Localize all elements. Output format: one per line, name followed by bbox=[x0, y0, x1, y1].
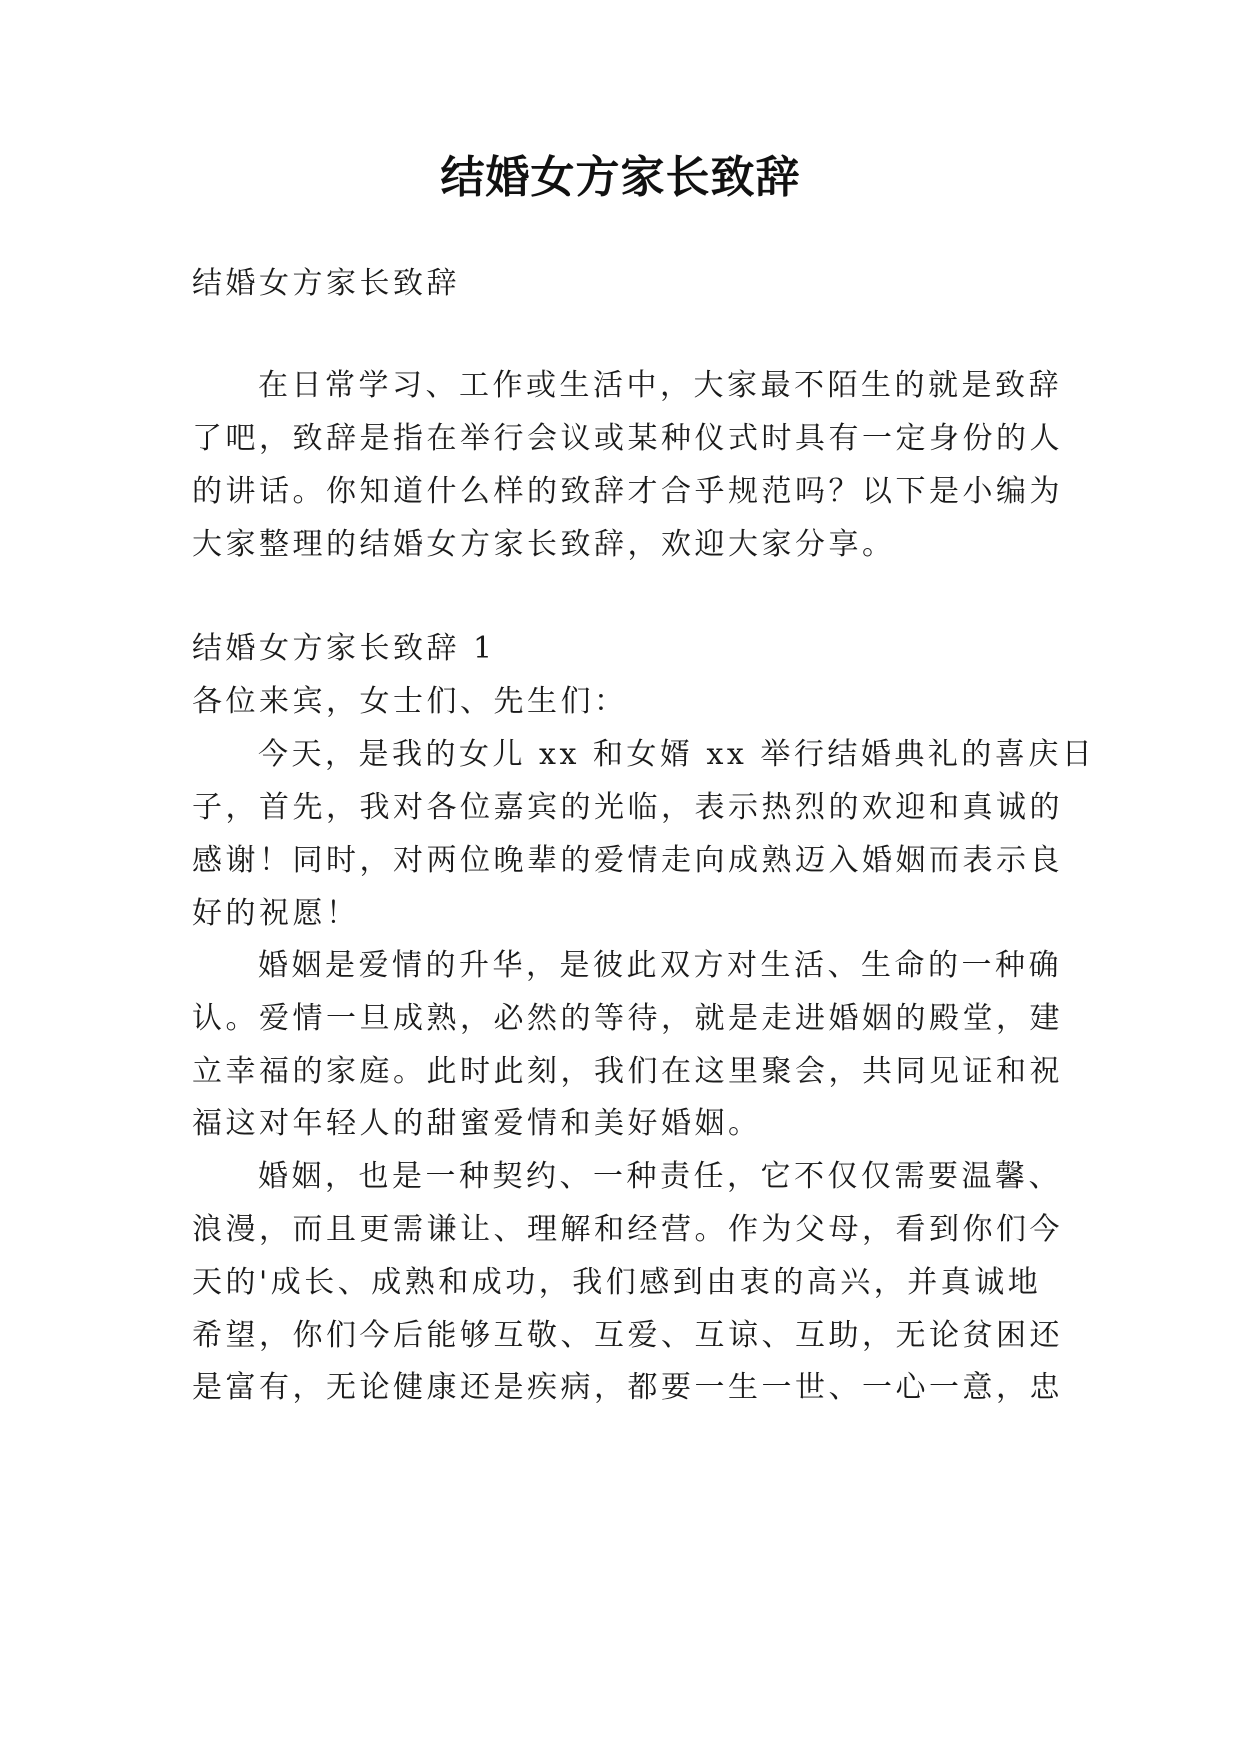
paragraph-line: 今天，是我的女儿 xx 和女婿 xx 举行结婚典礼的喜庆日 bbox=[258, 737, 1096, 772]
paragraph-line: 认。爱情一旦成熟，必然的等待，就是走进婚姻的殿堂，建 bbox=[192, 1001, 1063, 1036]
paragraph-line: 是富有，无论健康还是疾病，都要一生一世、一心一意，忠 bbox=[192, 1370, 1063, 1405]
paragraph-line: 希望，你们今后能够互敬、互爱、互谅、互助，无论贫困还 bbox=[192, 1318, 1063, 1353]
paragraph-line: 天的'成长、成熟和成功，我们感到由衷的高兴，并真诚地 bbox=[192, 1265, 1042, 1300]
document-subtitle: 结婚女方家长致辞 bbox=[192, 266, 460, 301]
salutation: 各位来宾，女士们、先生们： bbox=[192, 684, 628, 719]
paragraph-line: 婚姻是爱情的升华，是彼此双方对生活、生命的一种确 bbox=[258, 948, 1062, 983]
paragraph-line: 好的祝愿！ bbox=[192, 896, 360, 931]
intro-line: 的讲话。你知道什么样的致辞才合乎规范吗？以下是小编为 bbox=[192, 474, 1063, 509]
section-heading: 结婚女方家长致辞 1 bbox=[192, 631, 496, 666]
paragraph-line: 感谢！同时，对两位晚辈的爱情走向成熟迈入婚姻而表示良 bbox=[192, 843, 1063, 878]
paragraph-line: 福这对年轻人的甜蜜爱情和美好婚姻。 bbox=[192, 1106, 762, 1141]
page-title: 结婚女方家长致辞 bbox=[440, 152, 801, 203]
intro-line: 了吧，致辞是指在举行会议或某种仪式时具有一定身份的人 bbox=[192, 421, 1063, 456]
intro-line: 大家整理的结婚女方家长致辞，欢迎大家分享。 bbox=[192, 527, 896, 562]
paragraph-line: 婚姻，也是一种契约、一种责任，它不仅仅需要温馨、 bbox=[258, 1159, 1062, 1194]
paragraph-line: 子，首先，我对各位嘉宾的光临，表示热烈的欢迎和真诚的 bbox=[192, 790, 1063, 825]
paragraph-line: 浪漫，而且更需谦让、理解和经营。作为父母，看到你们今 bbox=[192, 1212, 1063, 1247]
intro-line: 在日常学习、工作或生活中，大家最不陌生的就是致辞 bbox=[258, 368, 1062, 403]
paragraph-line: 立幸福的家庭。此时此刻，我们在这里聚会，共同见证和祝 bbox=[192, 1054, 1063, 1089]
